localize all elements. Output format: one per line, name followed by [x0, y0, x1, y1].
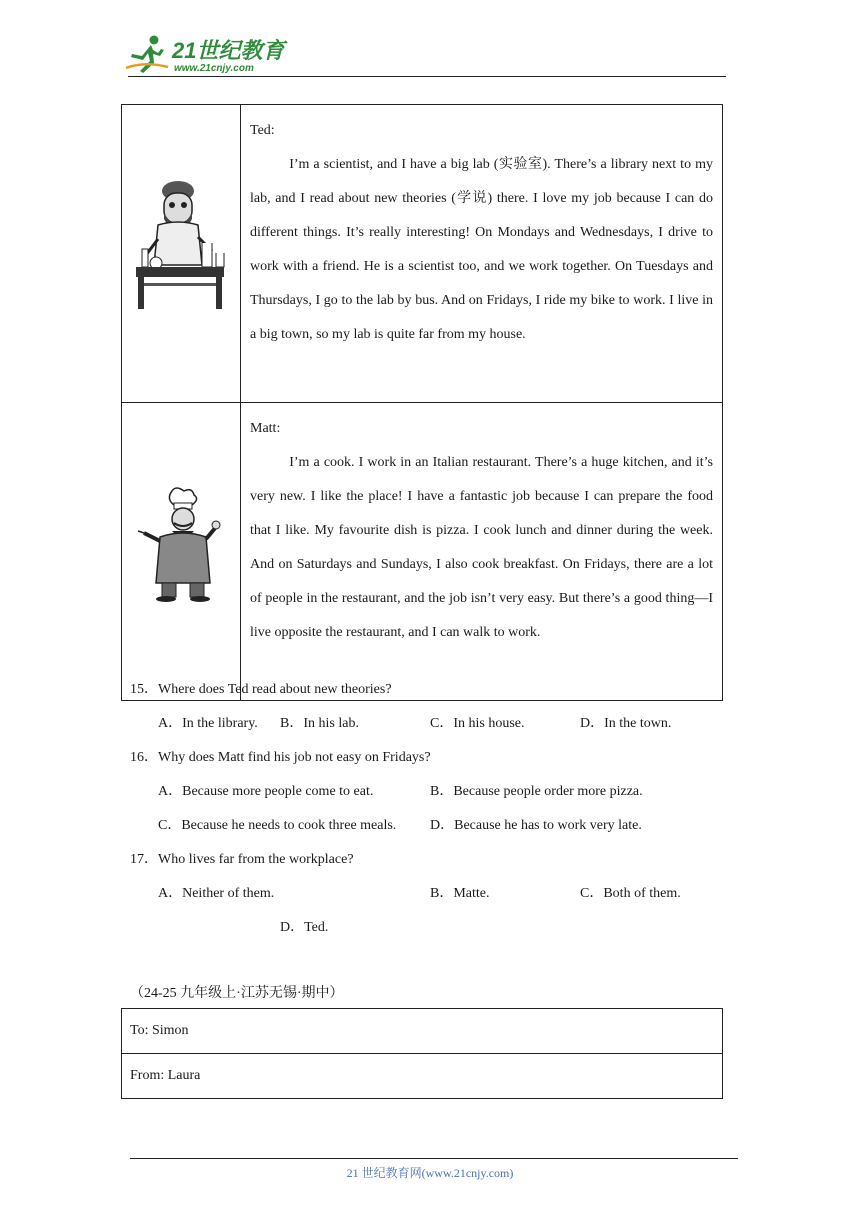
answer-option[interactable]: C．Both of them. — [580, 886, 681, 901]
answer-option[interactable]: A．In the library. — [158, 716, 258, 731]
footer-divider — [130, 1158, 738, 1159]
passage-paragraph: I’m a scientist, and I have a big lab (实验室). There’s a library next to my lab, and I read about new theories (学说) there. I love my job because I can do different things. It’s really interesting! On Mondays and Wednesdays, I drive to work with a friend. He is a scientist too, and we work together. On Tuesdays and Thursdays, I go to the lab by bus. And on Fridays, I ride my bike to work. I live in a big town, so my lab is quite far from my house. — [250, 157, 713, 342]
answer-option[interactable]: C．In his house. — [430, 716, 525, 731]
scientist-illustration-cell — [122, 105, 241, 403]
answer-option[interactable]: D．Ted. — [280, 920, 329, 935]
question-stem: 17．Who lives far from the workplace? — [130, 852, 354, 867]
speaker-name: Ted: — [250, 123, 275, 138]
answer-option[interactable]: A．Neither of them. — [158, 886, 275, 901]
site-logo — [124, 34, 294, 78]
logo-title: 21世纪教育 — [172, 38, 285, 63]
memo-table — [121, 1008, 723, 1099]
question-stem: 16．Why does Matt find his job not easy on Fridays? — [130, 750, 431, 765]
answer-option[interactable]: B．Because people order more pizza. — [430, 784, 643, 799]
cook-illustration-icon — [136, 487, 226, 603]
memo-from: From: Laura — [122, 1054, 723, 1099]
answer-option[interactable]: D．Because he has to work very late. — [430, 818, 642, 833]
passage-text-cell — [241, 105, 723, 403]
answer-option[interactable]: C．Because he needs to cook three meals. — [158, 818, 397, 833]
answer-option[interactable]: A．Because more people come to eat. — [158, 784, 374, 799]
answer-option[interactable]: B．In his lab. — [280, 716, 359, 731]
footer-text: 21 世纪教育网(www.21cnjy.com) — [346, 1166, 514, 1180]
passage-row-ted — [122, 105, 723, 403]
passage-paragraph: I’m a cook. I work in an Italian restaurant. There’s a huge kitchen, and it’s very new. I like the place! I have a fantastic job because I can prepare the food that I like. My favourite dish is pizza. I cook lunch and dinner during the week. And on Saturdays and Sundays, I also cook breakfast. On Fridays, there are a lot of people in the restaurant, and the job isn’t very easy. But there’s a good thing—I live opposite the restaurant, and I can walk to work. — [250, 455, 713, 640]
memo-to: To: Simon — [122, 1009, 723, 1054]
runner-logo-icon — [124, 34, 170, 74]
reading-passages-table — [121, 104, 723, 701]
question-source: （24-25 九年级上·江苏无锡·期中） — [130, 986, 344, 1001]
memo-row — [122, 1009, 723, 1054]
page-header — [0, 0, 860, 80]
memo-row — [122, 1054, 723, 1099]
scientist-illustration-icon — [132, 179, 228, 311]
cook-illustration-cell — [122, 403, 241, 701]
logo-url: www.21cnjy.com — [174, 63, 254, 74]
passage-row-matt — [122, 403, 723, 701]
question-stem: 15．Where does Ted read about new theories? — [130, 682, 392, 697]
answer-option[interactable]: D．In the town. — [580, 716, 672, 731]
passage-text-cell — [241, 403, 723, 701]
answer-option[interactable]: B．Matte. — [430, 886, 490, 901]
speaker-name: Matt: — [250, 421, 281, 436]
header-divider — [128, 76, 726, 77]
